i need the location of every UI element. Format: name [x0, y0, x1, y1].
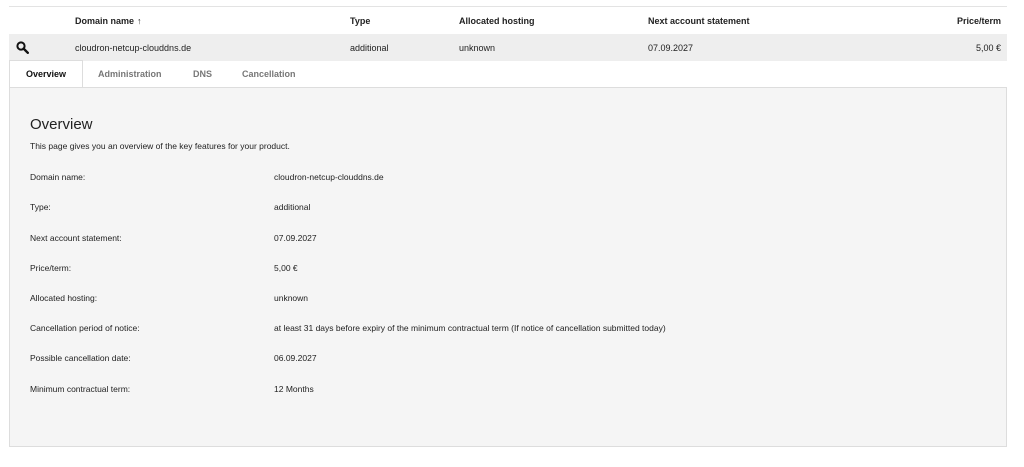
column-header-next-statement[interactable]: Next account statement: [648, 15, 750, 26]
tab-bar: [9, 60, 1007, 87]
column-header-domain-label: Domain name: [75, 15, 135, 26]
panel-title: Overview: [30, 116, 93, 133]
field-label-next-statement: Next account statement:: [30, 233, 122, 243]
field-label-cancellation-period: Cancellation period of notice:: [30, 323, 140, 333]
domain-table: [9, 6, 1007, 61]
field-value-next-statement: 07.09.2027: [274, 233, 317, 243]
field-value-type: additional: [274, 202, 311, 212]
panel-description: This page gives you an overview of the key features for your product.: [30, 141, 290, 151]
field-label-type: Type:: [30, 202, 51, 212]
tab-dns[interactable]: DNS: [193, 69, 213, 79]
field-value-minimum-term: 12 Months: [274, 384, 314, 394]
search-icon[interactable]: [14, 34, 30, 61]
tab-cancellation[interactable]: Cancellation: [242, 69, 296, 79]
field-label-cancellation-date: Possible cancellation date:: [30, 353, 131, 363]
field-label-domain: Domain name:: [30, 172, 86, 182]
field-label-price: Price/term:: [30, 263, 72, 273]
field-value-cancellation-date: 06.09.2027: [274, 353, 317, 363]
tab-administration[interactable]: Administration: [98, 69, 162, 79]
tab-overview[interactable]: Overview: [9, 60, 83, 88]
sort-ascending-icon: ↑: [137, 15, 142, 26]
row-next-statement: 07.09.2027: [648, 42, 694, 53]
column-header-price[interactable]: Price/term: [956, 15, 1001, 26]
column-header-type[interactable]: Type: [350, 15, 371, 26]
row-type: additional: [350, 42, 389, 53]
table-row[interactable]: [9, 34, 1007, 61]
row-price: 5,00 €: [975, 42, 1001, 53]
field-value-hosting: unknown: [274, 293, 309, 303]
table-header: [9, 7, 1007, 34]
field-value-price: 5,00 €: [274, 263, 298, 273]
field-value-domain: cloudron-netcup-clouddns.de: [274, 172, 384, 182]
field-label-minimum-term: Minimum contractual term:: [30, 384, 131, 394]
row-hosting: unknown: [459, 42, 496, 53]
field-label-hosting: Allocated hosting:: [30, 293, 98, 303]
row-domain: cloudron-netcup-clouddns.de: [75, 42, 192, 53]
column-header-hosting[interactable]: Allocated hosting: [459, 15, 535, 26]
column-header-domain[interactable]: [75, 7, 142, 34]
field-value-cancellation-period: at least 31 days before expiry of the minimum contractual term (If notice of cancellation submitted today): [274, 323, 666, 333]
overview-panel: [9, 87, 1007, 447]
